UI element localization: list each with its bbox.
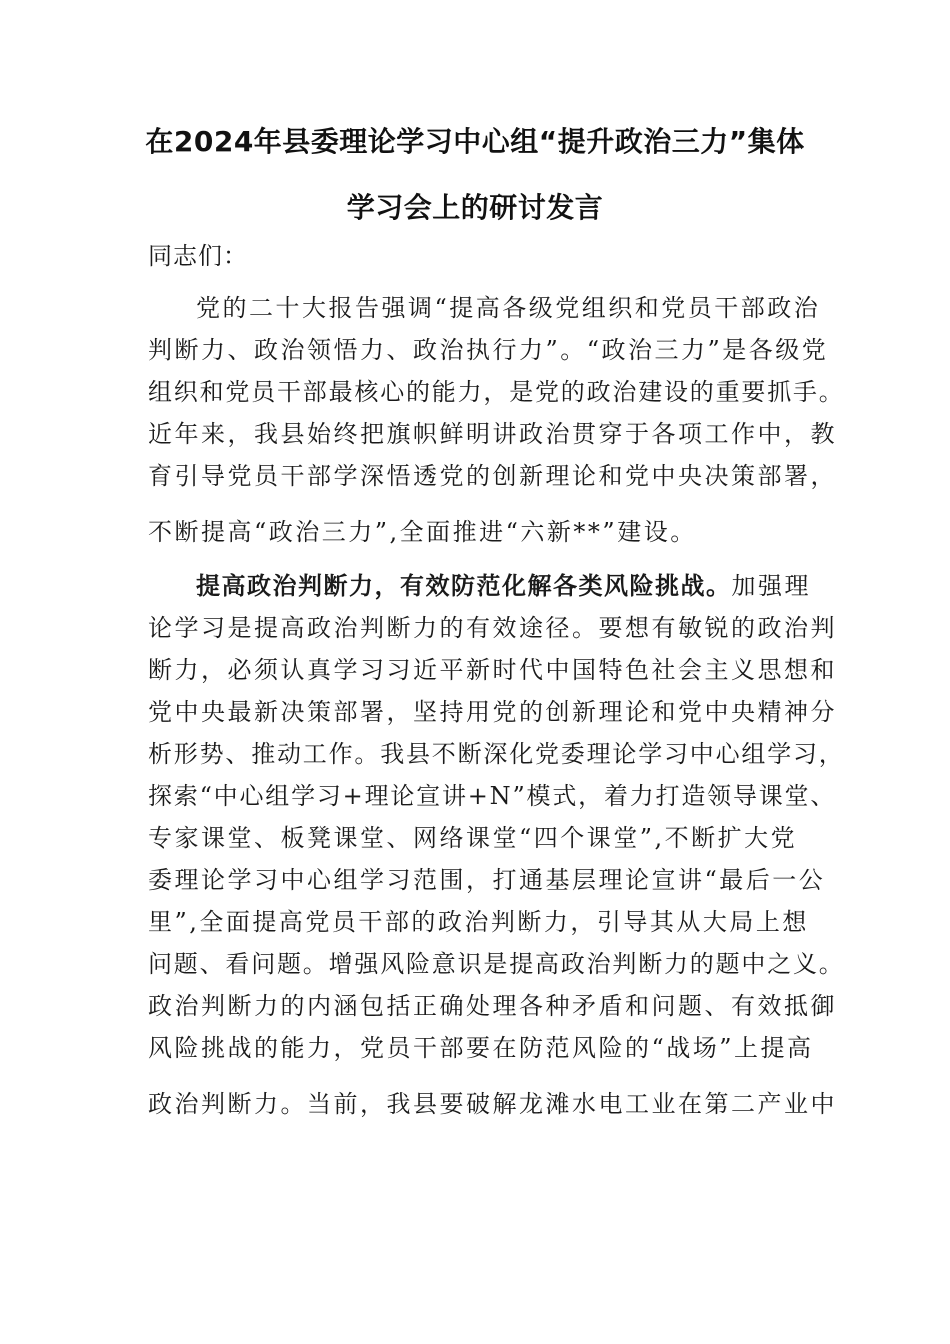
paragraph-2-line-3: 断力，必须认真学习习近平新时代中国特色社会主义思想和 [148,656,837,684]
paragraph-1-line-6: 不断提高“政治三力”,全面推进“六新**”建设。 [148,518,697,546]
paragraph-1-line-4: 近年来，我县始终把旗帜鲜明讲政治贯穿于各项工作中，教 [148,420,837,448]
paragraph-1-line-5: 育引导党员干部学深悟透党的创新理论和党中央决策部署， [148,462,837,490]
paragraph-1-line-3: 组织和党员干部最核心的能力，是党的政治建设的重要抓手。 [148,378,845,406]
paragraph-2-line-6: 探索“中心组学习+理论宣讲+N”模式，着力打造领导课堂、 [148,782,837,810]
document-title-line-1: 在2024年县委理论学习中心组“提升政治三力”集体 [145,125,805,158]
paragraph-2-line-7: 专家课堂、板凳课堂、网络课堂“四个课堂”,不断扩大党 [148,824,798,852]
document-title-line-2: 学习会上的研讨发言 [346,191,604,224]
paragraph-2-line-8: 委理论学习中心组学习范围，打通基层理论宣讲“最后一公 [148,866,826,894]
paragraph-2-line-5: 析形势、推动工作。我县不断深化党委理论学习中心组学习， [148,740,845,768]
paragraph-2-heading: 提高政治判断力，有效防范化解各类风险挑战。 [196,572,732,600]
paragraph-1-line-2: 判断力、政治领悟力、政治执行力”。“政治三力”是各级党 [148,336,829,364]
paragraph-2-first-tail: 加强理 [731,572,811,600]
paragraph-2-line-11: 政治判断力的内涵包括正确处理各种矛盾和问题、有效抵御 [148,992,837,1020]
paragraph-2-line-12: 风险挑战的能力，党员干部要在防范风险的“战场”上提高 [148,1034,814,1062]
paragraph-2-line-13: 政治判断力。当前，我县要破解龙滩水电工业在第二产业中 [148,1090,837,1118]
paragraph-2-line-10: 问题、看问题。增强风险意识是提高政治判断力的题中之义。 [148,950,845,978]
paragraph-2-line-4: 党中央最新决策部署，坚持用党的创新理论和党中央精神分 [148,698,837,726]
paragraph-2-line-1 [196,566,811,601]
paragraph-2-line-9: 里”,全面提高党员干部的政治判断力，引导其从大局上想 [148,908,809,936]
paragraph-1-line-1: 党的二十大报告强调“提高各级党组织和党员干部政治 [196,294,821,322]
salutation: 同志们： [148,242,248,270]
paragraph-2-line-2: 论学习是提高政治判断力的有效途径。要想有敏锐的政治判 [148,614,837,642]
